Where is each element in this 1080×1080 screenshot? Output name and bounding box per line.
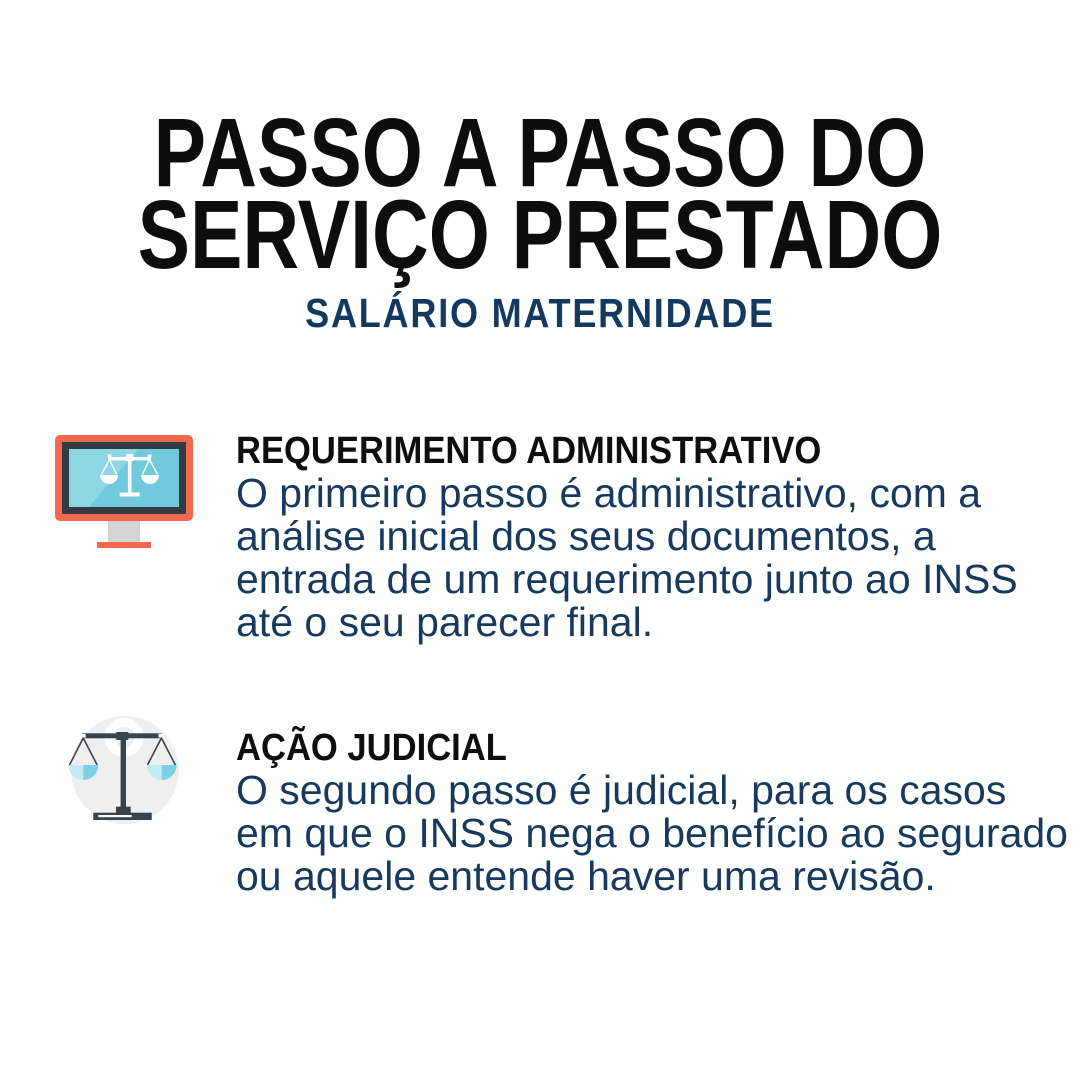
step-body-line: análise inicial dos seus documentos, a [236, 513, 936, 559]
step-requerimento-administrativo [236, 432, 1046, 644]
justice-scales-icon [60, 715, 190, 825]
step-body [236, 472, 1046, 644]
step-body-line: em que o INSS nega o benefício ao segurado [236, 810, 1068, 856]
step-body-line: O primeiro passo é administrativo, com a [236, 470, 982, 516]
step-acao-judicial [236, 727, 1068, 899]
step-body-line: ou aquele entende haver uma revisão. [236, 853, 936, 899]
step-body [236, 767, 1068, 899]
monitor-with-scales-icon [55, 435, 193, 548]
page-subtitle: SALÁRIO MATERNIDADE [305, 290, 775, 336]
page-title-line-2: SERVIÇO PRESTADO [137, 180, 943, 289]
step-body-line: entrada de um requerimento junto ao INSS [236, 556, 1018, 602]
step-body-line: O segundo passo é judicial, para os casos [236, 767, 1007, 813]
page-title [103, 98, 978, 289]
step-heading: REQUERIMENTO ADMINISTRATIVO [236, 430, 822, 472]
page-title-line-1: PASSO A PASSO DO [153, 98, 927, 207]
step-body-line: até o seu parecer final. [236, 599, 654, 645]
step-heading: AÇÃO JUDICIAL [236, 727, 507, 769]
